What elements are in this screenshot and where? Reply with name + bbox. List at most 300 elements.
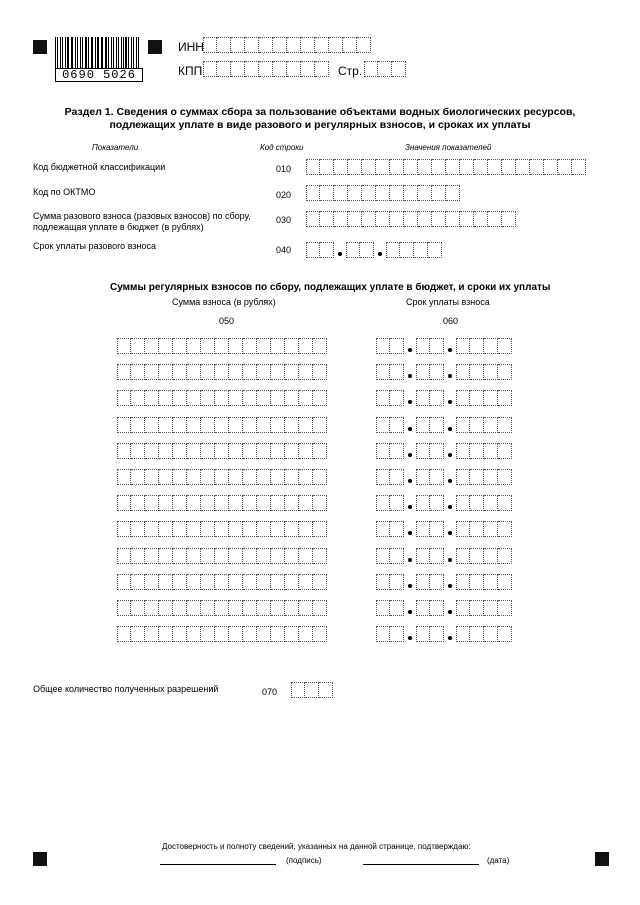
input-cell[interactable] bbox=[416, 495, 430, 511]
input-cell[interactable] bbox=[117, 548, 131, 564]
input-cell[interactable] bbox=[131, 574, 145, 590]
input-cell[interactable] bbox=[446, 159, 460, 175]
input-cell[interactable] bbox=[470, 390, 484, 406]
input-cell[interactable] bbox=[257, 443, 271, 459]
input-cell[interactable] bbox=[257, 626, 271, 642]
input-cell[interactable] bbox=[376, 159, 390, 175]
input-cell[interactable] bbox=[285, 443, 299, 459]
input-cell[interactable] bbox=[271, 443, 285, 459]
input-cell[interactable] bbox=[117, 390, 131, 406]
input-cell[interactable] bbox=[243, 626, 257, 642]
input-cell[interactable] bbox=[273, 61, 287, 77]
input-cell[interactable] bbox=[229, 574, 243, 590]
input-cell[interactable] bbox=[131, 417, 145, 433]
input-cell[interactable] bbox=[145, 390, 159, 406]
input-cell[interactable] bbox=[301, 61, 315, 77]
input-cell[interactable] bbox=[159, 626, 173, 642]
input-cell[interactable] bbox=[299, 469, 313, 485]
input-cell[interactable] bbox=[287, 61, 301, 77]
input-cell[interactable] bbox=[231, 37, 245, 53]
input-cell[interactable] bbox=[117, 574, 131, 590]
input-cell[interactable] bbox=[217, 37, 231, 53]
input-cell[interactable] bbox=[498, 574, 512, 590]
input-cell[interactable] bbox=[271, 338, 285, 354]
input-cell[interactable] bbox=[306, 211, 320, 227]
input-cell[interactable] bbox=[291, 682, 305, 698]
input-cell[interactable] bbox=[470, 626, 484, 642]
regular-sum-field[interactable] bbox=[117, 626, 327, 642]
input-cell[interactable] bbox=[131, 443, 145, 459]
input-cell[interactable] bbox=[131, 469, 145, 485]
regular-sum-field[interactable] bbox=[117, 548, 327, 564]
regular-due-date-field[interactable] bbox=[376, 600, 512, 616]
input-cell[interactable] bbox=[470, 443, 484, 459]
input-cell[interactable] bbox=[502, 159, 516, 175]
input-cell[interactable] bbox=[201, 417, 215, 433]
input-cell[interactable] bbox=[456, 390, 470, 406]
input-cell[interactable] bbox=[271, 600, 285, 616]
input-cell[interactable] bbox=[257, 390, 271, 406]
input-cell[interactable] bbox=[229, 443, 243, 459]
input-cell[interactable] bbox=[470, 417, 484, 433]
input-cell[interactable] bbox=[390, 469, 404, 485]
input-cell[interactable] bbox=[117, 495, 131, 511]
input-cell[interactable] bbox=[273, 37, 287, 53]
one-time-sum-field[interactable] bbox=[306, 211, 516, 227]
input-cell[interactable] bbox=[418, 211, 432, 227]
input-cell[interactable] bbox=[418, 185, 432, 201]
input-cell[interactable] bbox=[131, 626, 145, 642]
input-cell[interactable] bbox=[187, 469, 201, 485]
input-cell[interactable] bbox=[187, 521, 201, 537]
input-cell[interactable] bbox=[231, 61, 245, 77]
input-cell[interactable] bbox=[271, 417, 285, 433]
input-cell[interactable] bbox=[285, 521, 299, 537]
input-cell[interactable] bbox=[201, 390, 215, 406]
input-cell[interactable] bbox=[145, 574, 159, 590]
input-cell[interactable] bbox=[229, 390, 243, 406]
input-cell[interactable] bbox=[173, 364, 187, 380]
input-cell[interactable] bbox=[498, 443, 512, 459]
input-cell[interactable] bbox=[201, 364, 215, 380]
input-cell[interactable] bbox=[498, 417, 512, 433]
input-cell[interactable] bbox=[131, 600, 145, 616]
input-cell[interactable] bbox=[498, 495, 512, 511]
input-cell[interactable] bbox=[285, 390, 299, 406]
input-cell[interactable] bbox=[416, 548, 430, 564]
regular-due-date-field[interactable] bbox=[376, 443, 512, 459]
input-cell[interactable] bbox=[159, 390, 173, 406]
input-cell[interactable] bbox=[117, 417, 131, 433]
input-cell[interactable] bbox=[187, 338, 201, 354]
input-cell[interactable] bbox=[484, 364, 498, 380]
input-cell[interactable] bbox=[187, 443, 201, 459]
input-cell[interactable] bbox=[456, 364, 470, 380]
input-cell[interactable] bbox=[243, 548, 257, 564]
input-cell[interactable] bbox=[243, 417, 257, 433]
oktmo-field[interactable] bbox=[306, 185, 460, 201]
input-cell[interactable] bbox=[390, 574, 404, 590]
regular-due-date-field[interactable] bbox=[376, 548, 512, 564]
input-cell[interactable] bbox=[430, 469, 444, 485]
regular-due-date-field[interactable] bbox=[376, 574, 512, 590]
input-cell[interactable] bbox=[364, 61, 378, 77]
total-permits-field[interactable] bbox=[291, 682, 333, 698]
input-cell[interactable] bbox=[173, 495, 187, 511]
input-cell[interactable] bbox=[187, 417, 201, 433]
input-cell[interactable] bbox=[428, 242, 442, 258]
input-cell[interactable] bbox=[173, 600, 187, 616]
input-cell[interactable] bbox=[117, 338, 131, 354]
input-cell[interactable] bbox=[243, 443, 257, 459]
input-cell[interactable] bbox=[320, 185, 334, 201]
input-cell[interactable] bbox=[456, 548, 470, 564]
input-cell[interactable] bbox=[243, 574, 257, 590]
input-cell[interactable] bbox=[334, 211, 348, 227]
input-cell[interactable] bbox=[470, 469, 484, 485]
input-cell[interactable] bbox=[201, 495, 215, 511]
input-cell[interactable] bbox=[173, 626, 187, 642]
input-cell[interactable] bbox=[376, 600, 390, 616]
input-cell[interactable] bbox=[215, 574, 229, 590]
input-cell[interactable] bbox=[334, 185, 348, 201]
input-cell[interactable] bbox=[229, 417, 243, 433]
input-cell[interactable] bbox=[376, 469, 390, 485]
regular-sum-field[interactable] bbox=[117, 495, 327, 511]
input-cell[interactable] bbox=[257, 338, 271, 354]
input-cell[interactable] bbox=[159, 548, 173, 564]
input-cell[interactable] bbox=[404, 159, 418, 175]
regular-due-date-field[interactable] bbox=[376, 495, 512, 511]
input-cell[interactable] bbox=[320, 242, 334, 258]
input-cell[interactable] bbox=[243, 600, 257, 616]
regular-due-date-field[interactable] bbox=[376, 417, 512, 433]
input-cell[interactable] bbox=[390, 364, 404, 380]
input-cell[interactable] bbox=[376, 521, 390, 537]
input-cell[interactable] bbox=[430, 338, 444, 354]
input-cell[interactable] bbox=[456, 338, 470, 354]
input-cell[interactable] bbox=[390, 626, 404, 642]
input-cell[interactable] bbox=[145, 417, 159, 433]
input-cell[interactable] bbox=[243, 469, 257, 485]
input-cell[interactable] bbox=[285, 338, 299, 354]
input-cell[interactable] bbox=[271, 521, 285, 537]
input-cell[interactable] bbox=[416, 338, 430, 354]
input-cell[interactable] bbox=[159, 600, 173, 616]
input-cell[interactable] bbox=[243, 495, 257, 511]
input-cell[interactable] bbox=[319, 682, 333, 698]
input-cell[interactable] bbox=[187, 548, 201, 564]
input-cell[interactable] bbox=[456, 495, 470, 511]
input-cell[interactable] bbox=[257, 548, 271, 564]
input-cell[interactable] bbox=[484, 390, 498, 406]
input-cell[interactable] bbox=[243, 364, 257, 380]
input-cell[interactable] bbox=[416, 417, 430, 433]
input-cell[interactable] bbox=[131, 521, 145, 537]
input-cell[interactable] bbox=[329, 37, 343, 53]
input-cell[interactable] bbox=[416, 469, 430, 485]
input-cell[interactable] bbox=[470, 338, 484, 354]
regular-due-date-field[interactable] bbox=[376, 521, 512, 537]
input-cell[interactable] bbox=[416, 443, 430, 459]
input-cell[interactable] bbox=[117, 521, 131, 537]
regular-sum-field[interactable] bbox=[117, 338, 327, 354]
input-cell[interactable] bbox=[484, 495, 498, 511]
input-cell[interactable] bbox=[488, 211, 502, 227]
input-cell[interactable] bbox=[432, 159, 446, 175]
input-cell[interactable] bbox=[257, 495, 271, 511]
input-cell[interactable] bbox=[484, 548, 498, 564]
input-cell[interactable] bbox=[386, 242, 400, 258]
input-cell[interactable] bbox=[306, 185, 320, 201]
input-cell[interactable] bbox=[159, 364, 173, 380]
input-cell[interactable] bbox=[313, 364, 327, 380]
input-cell[interactable] bbox=[145, 338, 159, 354]
input-cell[interactable] bbox=[470, 364, 484, 380]
input-cell[interactable] bbox=[257, 469, 271, 485]
input-cell[interactable] bbox=[215, 364, 229, 380]
input-cell[interactable] bbox=[498, 390, 512, 406]
input-cell[interactable] bbox=[173, 548, 187, 564]
input-cell[interactable] bbox=[315, 37, 329, 53]
input-cell[interactable] bbox=[285, 574, 299, 590]
input-cell[interactable] bbox=[390, 417, 404, 433]
input-cell[interactable] bbox=[285, 600, 299, 616]
input-cell[interactable] bbox=[484, 521, 498, 537]
input-cell[interactable] bbox=[430, 390, 444, 406]
input-cell[interactable] bbox=[360, 242, 374, 258]
input-cell[interactable] bbox=[430, 364, 444, 380]
input-cell[interactable] bbox=[376, 443, 390, 459]
input-cell[interactable] bbox=[456, 521, 470, 537]
regular-sum-field[interactable] bbox=[117, 574, 327, 590]
input-cell[interactable] bbox=[313, 574, 327, 590]
input-cell[interactable] bbox=[215, 626, 229, 642]
input-cell[interactable] bbox=[299, 626, 313, 642]
input-cell[interactable] bbox=[498, 548, 512, 564]
input-cell[interactable] bbox=[173, 390, 187, 406]
input-cell[interactable] bbox=[470, 600, 484, 616]
input-cell[interactable] bbox=[390, 185, 404, 201]
regular-sum-field[interactable] bbox=[117, 443, 327, 459]
input-cell[interactable] bbox=[484, 626, 498, 642]
input-cell[interactable] bbox=[187, 495, 201, 511]
input-cell[interactable] bbox=[285, 417, 299, 433]
input-cell[interactable] bbox=[187, 364, 201, 380]
input-cell[interactable] bbox=[145, 521, 159, 537]
regular-sum-field[interactable] bbox=[117, 600, 327, 616]
input-cell[interactable] bbox=[432, 185, 446, 201]
input-cell[interactable] bbox=[313, 600, 327, 616]
input-cell[interactable] bbox=[460, 159, 474, 175]
input-cell[interactable] bbox=[159, 521, 173, 537]
input-cell[interactable] bbox=[203, 37, 217, 53]
input-cell[interactable] bbox=[320, 211, 334, 227]
input-cell[interactable] bbox=[470, 574, 484, 590]
input-cell[interactable] bbox=[187, 626, 201, 642]
input-cell[interactable] bbox=[376, 211, 390, 227]
input-cell[interactable] bbox=[470, 521, 484, 537]
input-cell[interactable] bbox=[299, 338, 313, 354]
signature-line[interactable] bbox=[160, 864, 276, 865]
input-cell[interactable] bbox=[498, 626, 512, 642]
input-cell[interactable] bbox=[313, 443, 327, 459]
input-cell[interactable] bbox=[117, 364, 131, 380]
input-cell[interactable] bbox=[474, 159, 488, 175]
input-cell[interactable] bbox=[416, 626, 430, 642]
regular-due-date-field[interactable] bbox=[376, 469, 512, 485]
input-cell[interactable] bbox=[117, 600, 131, 616]
input-cell[interactable] bbox=[215, 600, 229, 616]
regular-due-date-field[interactable] bbox=[376, 626, 512, 642]
input-cell[interactable] bbox=[229, 548, 243, 564]
input-cell[interactable] bbox=[173, 443, 187, 459]
input-cell[interactable] bbox=[416, 600, 430, 616]
input-cell[interactable] bbox=[257, 364, 271, 380]
input-cell[interactable] bbox=[173, 338, 187, 354]
input-cell[interactable] bbox=[201, 548, 215, 564]
input-cell[interactable] bbox=[498, 521, 512, 537]
input-cell[interactable] bbox=[418, 159, 432, 175]
input-cell[interactable] bbox=[145, 443, 159, 459]
input-cell[interactable] bbox=[313, 548, 327, 564]
input-cell[interactable] bbox=[362, 211, 376, 227]
input-cell[interactable] bbox=[378, 61, 392, 77]
input-cell[interactable] bbox=[430, 600, 444, 616]
input-cell[interactable] bbox=[498, 469, 512, 485]
input-cell[interactable] bbox=[187, 390, 201, 406]
input-cell[interactable] bbox=[456, 600, 470, 616]
input-cell[interactable] bbox=[145, 469, 159, 485]
input-cell[interactable] bbox=[446, 211, 460, 227]
input-cell[interactable] bbox=[404, 185, 418, 201]
input-cell[interactable] bbox=[498, 600, 512, 616]
input-cell[interactable] bbox=[131, 548, 145, 564]
input-cell[interactable] bbox=[229, 338, 243, 354]
regular-due-date-field[interactable] bbox=[376, 390, 512, 406]
input-cell[interactable] bbox=[530, 159, 544, 175]
input-cell[interactable] bbox=[376, 574, 390, 590]
input-cell[interactable] bbox=[390, 495, 404, 511]
input-cell[interactable] bbox=[215, 521, 229, 537]
input-cell[interactable] bbox=[187, 600, 201, 616]
input-cell[interactable] bbox=[145, 495, 159, 511]
input-cell[interactable] bbox=[299, 521, 313, 537]
input-cell[interactable] bbox=[460, 211, 474, 227]
input-cell[interactable] bbox=[301, 37, 315, 53]
regular-due-date-field[interactable] bbox=[376, 364, 512, 380]
input-cell[interactable] bbox=[392, 61, 406, 77]
input-cell[interactable] bbox=[376, 417, 390, 433]
input-cell[interactable] bbox=[145, 600, 159, 616]
input-cell[interactable] bbox=[117, 626, 131, 642]
input-cell[interactable] bbox=[484, 574, 498, 590]
input-cell[interactable] bbox=[376, 626, 390, 642]
input-cell[interactable] bbox=[404, 211, 418, 227]
input-cell[interactable] bbox=[334, 159, 348, 175]
input-cell[interactable] bbox=[215, 417, 229, 433]
input-cell[interactable] bbox=[187, 574, 201, 590]
input-cell[interactable] bbox=[229, 521, 243, 537]
input-cell[interactable] bbox=[229, 364, 243, 380]
date-line[interactable] bbox=[363, 864, 479, 865]
input-cell[interactable] bbox=[390, 390, 404, 406]
input-cell[interactable] bbox=[229, 626, 243, 642]
input-cell[interactable] bbox=[313, 469, 327, 485]
input-cell[interactable] bbox=[376, 548, 390, 564]
input-cell[interactable] bbox=[390, 338, 404, 354]
regular-sum-field[interactable] bbox=[117, 390, 327, 406]
input-cell[interactable] bbox=[131, 390, 145, 406]
input-cell[interactable] bbox=[259, 61, 273, 77]
input-cell[interactable] bbox=[456, 443, 470, 459]
input-cell[interactable] bbox=[159, 417, 173, 433]
input-cell[interactable] bbox=[201, 600, 215, 616]
input-cell[interactable] bbox=[376, 364, 390, 380]
input-cell[interactable] bbox=[357, 37, 371, 53]
regular-sum-field[interactable] bbox=[117, 417, 327, 433]
input-cell[interactable] bbox=[257, 600, 271, 616]
input-cell[interactable] bbox=[299, 495, 313, 511]
input-cell[interactable] bbox=[432, 211, 446, 227]
input-cell[interactable] bbox=[299, 443, 313, 459]
input-cell[interactable] bbox=[390, 521, 404, 537]
input-cell[interactable] bbox=[271, 548, 285, 564]
input-cell[interactable] bbox=[400, 242, 414, 258]
input-cell[interactable] bbox=[217, 61, 231, 77]
input-cell[interactable] bbox=[145, 548, 159, 564]
input-cell[interactable] bbox=[315, 61, 329, 77]
regular-sum-field[interactable] bbox=[117, 469, 327, 485]
input-cell[interactable] bbox=[257, 417, 271, 433]
input-cell[interactable] bbox=[271, 626, 285, 642]
input-cell[interactable] bbox=[243, 338, 257, 354]
input-cell[interactable] bbox=[285, 548, 299, 564]
regular-due-date-field[interactable] bbox=[376, 338, 512, 354]
input-cell[interactable] bbox=[416, 521, 430, 537]
input-cell[interactable] bbox=[488, 159, 502, 175]
one-time-due-date-field[interactable] bbox=[306, 242, 442, 258]
input-cell[interactable] bbox=[313, 626, 327, 642]
input-cell[interactable] bbox=[456, 469, 470, 485]
input-cell[interactable] bbox=[320, 159, 334, 175]
input-cell[interactable] bbox=[343, 37, 357, 53]
input-cell[interactable] bbox=[416, 390, 430, 406]
regular-sum-field[interactable] bbox=[117, 364, 327, 380]
input-cell[interactable] bbox=[271, 574, 285, 590]
input-cell[interactable] bbox=[159, 469, 173, 485]
input-cell[interactable] bbox=[348, 185, 362, 201]
input-cell[interactable] bbox=[145, 364, 159, 380]
input-cell[interactable] bbox=[484, 417, 498, 433]
input-cell[interactable] bbox=[299, 390, 313, 406]
input-cell[interactable] bbox=[229, 495, 243, 511]
input-cell[interactable] bbox=[299, 600, 313, 616]
input-cell[interactable] bbox=[259, 37, 273, 53]
input-cell[interactable] bbox=[474, 211, 488, 227]
input-cell[interactable] bbox=[414, 242, 428, 258]
input-cell[interactable] bbox=[470, 495, 484, 511]
input-cell[interactable] bbox=[271, 364, 285, 380]
input-cell[interactable] bbox=[245, 61, 259, 77]
input-cell[interactable] bbox=[201, 626, 215, 642]
input-cell[interactable] bbox=[306, 159, 320, 175]
input-cell[interactable] bbox=[390, 211, 404, 227]
input-cell[interactable] bbox=[201, 469, 215, 485]
input-cell[interactable] bbox=[313, 495, 327, 511]
input-cell[interactable] bbox=[203, 61, 217, 77]
input-cell[interactable] bbox=[285, 626, 299, 642]
